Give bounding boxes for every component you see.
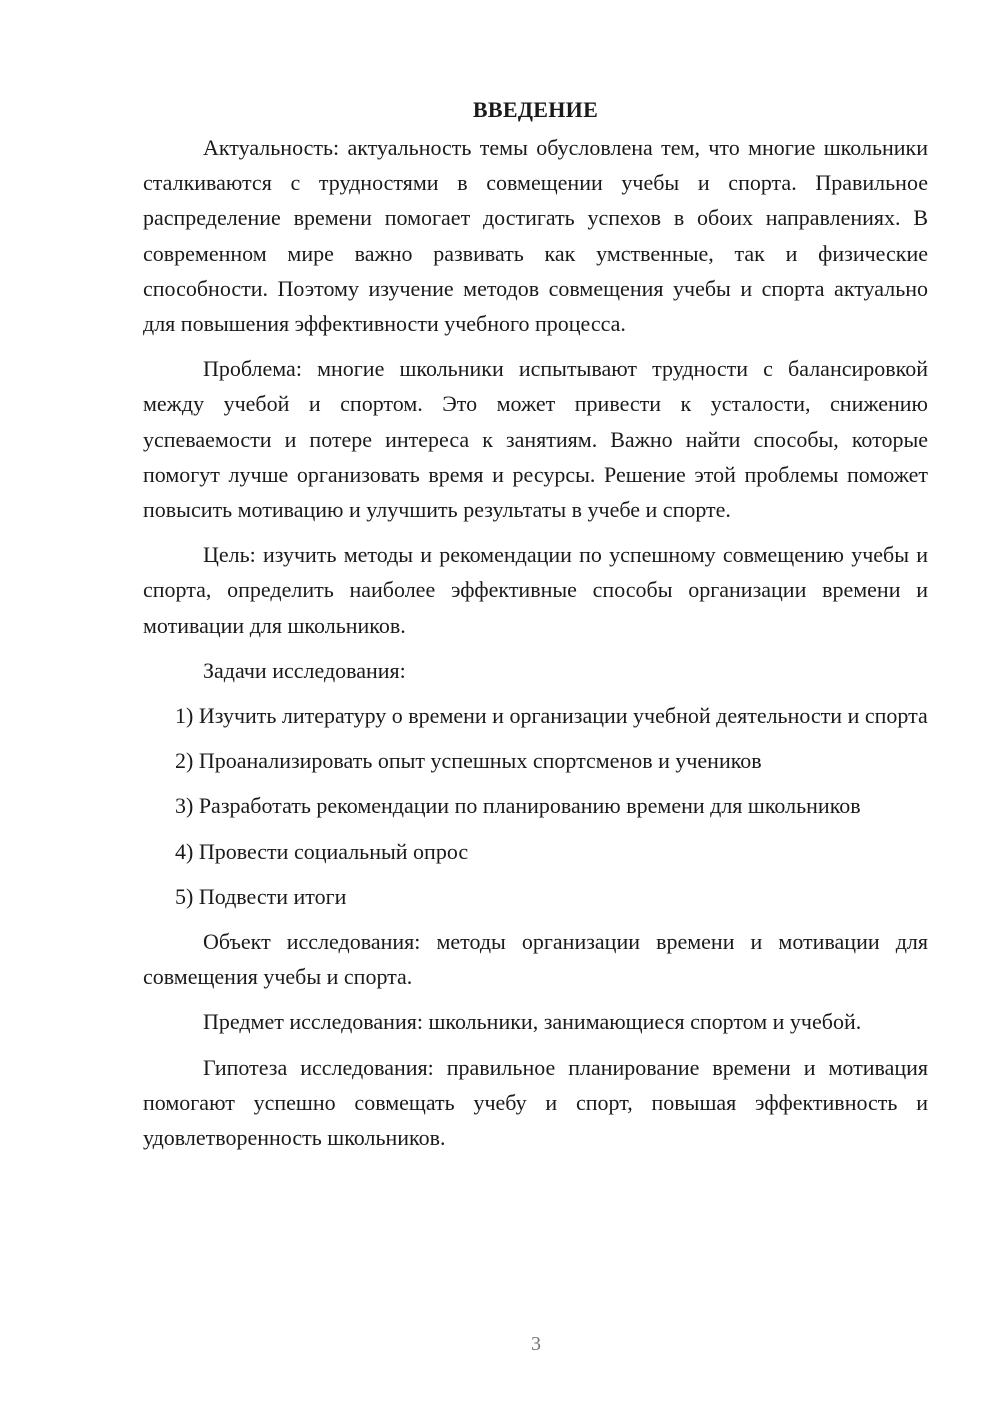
subject-paragraph: Предмет исследования: школьники, занимающиеся спортом и учебой.: [203, 1009, 862, 1035]
object-paragraph: Объект исследования: методы организации времени и мотивации для совмещения учебы и спорта.: [143, 929, 928, 990]
hypothesis-paragraph: Гипотеза исследования: правильное планирование времени и мотивация помогают успешно совмещать учебу и спорт, повышая эффективность и удовлетворенность школьников.: [143, 1054, 928, 1151]
tasks-heading: Задачи исследования:: [203, 657, 406, 683]
problem-paragraph: Проблема: многие школьники испытывают трудности с балансировкой между учебой и спортом. Это может привести к усталости, снижению успеваемости и потере интереса к занятиям. Важно найти способы, которые помогут лучше организовать время и ресурсы. Решение этой проблемы поможет повысить мотивацию и улучшить результаты в учебе и спорте.: [143, 356, 928, 523]
task-item-4: 4) Провести социальный опрос: [175, 838, 469, 864]
task-item-3: 3) Разработать рекомендации по планированию времени для школьников: [175, 793, 861, 819]
task-item-2: 2) Проанализировать опыт успешных спортсменов и учеников: [175, 748, 762, 774]
page-title: ВВЕДЕНИЕ: [472, 97, 599, 122]
document-page: [143, 92, 928, 1155]
relevance-paragraph: Актуальность: актуальность темы обусловлена тем, что многие школьники сталкиваются с трудностями в совмещении учебы и спорта. Правильное распределение времени помогает достигать успехов в обоих направлениях. В современном мире важно развивать как умственные, так и физические способности. Поэтому изучение методов совмещения учебы и спорта актуально для повышения эффективности учебного процесса.: [143, 135, 928, 337]
task-item-5: 5) Подвести итоги: [175, 883, 347, 909]
goal-paragraph: Цель: изучить методы и рекомендации по успешному совмещению учебы и спорта, определить наиболее эффективные способы организации времени и мотивации для школьников.: [143, 542, 928, 638]
page-number: 3: [531, 1333, 541, 1355]
task-item-1: 1) Изучить литературу о времени и организации учебной деятельности и спорта: [175, 703, 928, 729]
